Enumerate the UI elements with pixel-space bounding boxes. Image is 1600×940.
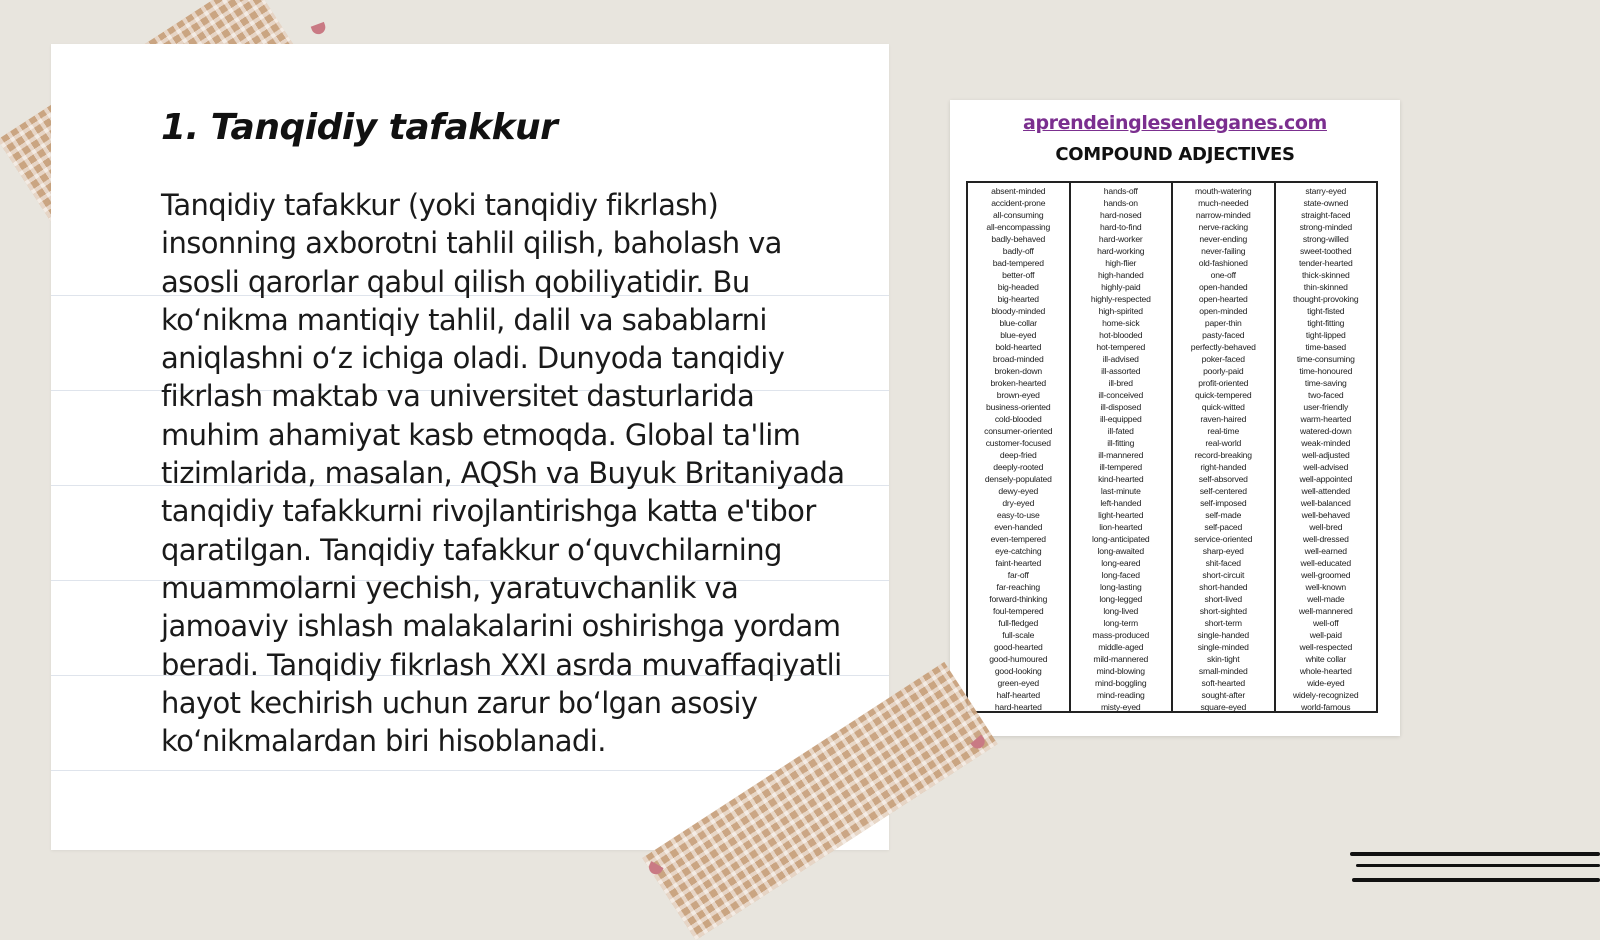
adjective-item: watered-down	[1299, 426, 1352, 436]
adjective-item: mind-reading	[1096, 690, 1145, 700]
adjective-item: paper-thin	[1204, 318, 1242, 328]
adjective-item: full-scale	[1002, 630, 1035, 640]
adjective-item: real-time	[1207, 426, 1240, 436]
adjective-item: ill-tempered	[1099, 462, 1142, 472]
adjective-item: hot-blooded	[1099, 330, 1143, 340]
adjectives-column	[1071, 183, 1174, 711]
decorative-stroke	[1350, 852, 1600, 856]
adjective-item: white collar	[1305, 654, 1347, 664]
adjective-item: soft-hearted	[1201, 678, 1245, 688]
adjective-item: bloody-minded	[991, 306, 1046, 316]
adjective-item: well-appointed	[1299, 474, 1353, 484]
adjective-item: highly-paid	[1101, 282, 1141, 292]
adjectives-table	[966, 181, 1378, 713]
adjective-item: single-handed	[1197, 630, 1249, 640]
adjective-item: time-consuming	[1296, 354, 1355, 364]
adjective-item: well-made	[1307, 594, 1345, 604]
adjective-item: long-legged	[1099, 594, 1143, 604]
adjective-item: well-advised	[1303, 462, 1349, 472]
adjective-item: faint-hearted	[995, 558, 1042, 568]
adjective-item: quick-witted	[1201, 402, 1245, 412]
adjective-item: well-educated	[1300, 558, 1351, 568]
adjective-item: time-saving	[1304, 378, 1347, 388]
adjective-item: self-absorved	[1198, 474, 1248, 484]
adjective-item: open-hearted	[1198, 294, 1248, 304]
adjective-item: badly-off	[1002, 246, 1034, 256]
card-title: COMPOUND ADJECTIVES	[1055, 144, 1295, 165]
adjective-item: cold-blooded	[994, 414, 1042, 424]
adjective-item: strong-willed	[1302, 234, 1349, 244]
adjective-item: well-mannered	[1298, 606, 1353, 616]
adjective-item: misty-eyed	[1100, 702, 1141, 711]
adjective-item: weak-minded	[1301, 438, 1351, 448]
adjective-item: absent-minded	[991, 186, 1046, 196]
adjective-item: ill-equipped	[1099, 414, 1142, 424]
adjective-item: raven-haired	[1200, 414, 1247, 424]
adjective-item: long-faced	[1101, 570, 1140, 580]
adjective-item: mind-blowing	[1096, 666, 1145, 676]
adjective-item: big-headed	[997, 282, 1039, 292]
adjective-item: straight-faced	[1301, 210, 1351, 220]
adjective-item: middle-aged	[1098, 642, 1144, 652]
adjective-item: high-handed	[1097, 270, 1144, 280]
decorative-stroke	[1356, 864, 1600, 867]
adjective-item: tender-hearted	[1298, 258, 1353, 268]
adjective-item: ill-fated	[1107, 426, 1134, 436]
adjective-item: service-oriented	[1194, 534, 1253, 544]
adjective-item: bad-tempered	[992, 258, 1044, 268]
adjective-item: world-famous	[1301, 702, 1351, 711]
adjective-item: sweet-toothed	[1300, 246, 1352, 256]
adjective-item: wide-eyed	[1307, 678, 1345, 688]
adjective-item: strong-minded	[1299, 222, 1352, 232]
adjective-item: long-eared	[1101, 558, 1141, 568]
adjective-item: badly-behaved	[991, 234, 1046, 244]
adjective-item: well-groomed	[1301, 570, 1351, 580]
adjective-item: two-faced	[1308, 390, 1344, 400]
adjective-item: real-world	[1205, 438, 1242, 448]
adjective-item: even-tempered	[990, 534, 1046, 544]
adjective-item: high-flier	[1105, 258, 1137, 268]
adjective-item: blue-eyed	[1000, 330, 1037, 340]
adjective-item: tight-lipped	[1305, 330, 1346, 340]
adjective-item: pasty-faced	[1202, 330, 1245, 340]
adjective-item: sharp-eyed	[1202, 546, 1244, 556]
adjective-item: one-off	[1210, 270, 1236, 280]
adjective-item: shit-faced	[1205, 558, 1241, 568]
adjective-item: tight-fitting	[1307, 318, 1345, 328]
adjective-item: state-owned	[1303, 198, 1349, 208]
adjective-item: whole-hearted	[1299, 666, 1352, 676]
adjective-item: last-minute	[1100, 486, 1141, 496]
adjective-item: well-bred	[1309, 522, 1343, 532]
adjective-item: self-centered	[1199, 486, 1247, 496]
adjective-item: brown-eyed	[996, 390, 1040, 400]
adjective-item: easy-to-use	[996, 510, 1040, 520]
paper-rule	[51, 770, 889, 771]
adjective-item: half-hearted	[996, 690, 1040, 700]
compound-adjectives-card	[950, 100, 1400, 736]
adjective-item: business-oriented	[986, 402, 1051, 412]
adjective-item: far-off	[1007, 570, 1029, 580]
adjective-item: single-minded	[1197, 642, 1249, 652]
adjectives-column	[968, 183, 1071, 711]
adjective-item: small-minded	[1198, 666, 1248, 676]
adjective-item: well-off	[1313, 618, 1339, 628]
adjective-item: skin-tight	[1207, 654, 1240, 664]
adjective-item: well-earned	[1304, 546, 1347, 556]
adjective-item: long-lived	[1103, 606, 1139, 616]
adjective-item: long-anticipated	[1092, 534, 1150, 544]
adjective-item: all-consuming	[993, 210, 1044, 220]
adjective-item: mouth-watering	[1195, 186, 1252, 196]
adjective-item: broken-down	[994, 366, 1042, 376]
adjective-item: well-known	[1305, 582, 1346, 592]
adjective-item: short-term	[1204, 618, 1242, 628]
adjective-item: hard-worker	[1098, 234, 1143, 244]
adjective-item: well-attended	[1301, 486, 1351, 496]
adjective-item: starry-eyed	[1305, 186, 1347, 196]
adjectives-column	[1173, 183, 1276, 711]
adjective-item: customer-focused	[985, 438, 1051, 448]
slide-paragraph: Tanqidiy tafakkur (yoki tanqidiy fikrlash) insonning axborotni tahlil qilish, baholash va asosli qarorlar qabul qilish qobiliyatidir. Bu ko‘nikma mantiqiy tahlil, dalil va sabablarni aniqlashni o‘z ichiga oladi. Dunyoda tanqidiy fikrlash maktab va universitet dasturlarida muhim ahamiyat kasb etmoqda. Global ta'lim tizimlarida, masalan, AQSh va Buyuk Britaniyada tanqidiy tafakkurni rivojlantirishga katta e'tibor qaratilgan. Tanqidiy tafakkur o‘quvchilarning muammolarni yechish, yaratuvchanlik va jamoaviy ishlash malakalarini oshirishga yordam beradi. Tanqidiy fikrlash XXI asrda muvaffaqiyatli hayot kechirish uchun zarur bo‘lgan asosiy ko‘nikmalardan biri hisoblanadi.	[161, 188, 845, 759]
adjective-item: well-respected	[1299, 642, 1353, 652]
adjective-item: lion-hearted	[1099, 522, 1143, 532]
adjective-item: green-eyed	[997, 678, 1039, 688]
adjective-item: well-behaved	[1301, 510, 1350, 520]
adjective-item: self-imposed	[1200, 498, 1247, 508]
adjective-item: profit-oriented	[1198, 378, 1249, 388]
adjective-item: full-fledged	[998, 618, 1039, 628]
adjective-item: ill-disposed	[1100, 402, 1142, 412]
adjective-item: warm-hearted	[1300, 414, 1352, 424]
adjective-item: thought-provoking	[1293, 294, 1359, 304]
adjective-item: well-dressed	[1302, 534, 1349, 544]
adjective-item: never-ending	[1199, 234, 1248, 244]
adjective-item: left-handed	[1100, 498, 1142, 508]
adjective-item: good-humoured	[989, 654, 1048, 664]
adjective-item: home-sick	[1102, 318, 1140, 328]
adjective-item: foul-tempered	[993, 606, 1044, 616]
adjective-item: broken-hearted	[990, 378, 1046, 388]
website-link[interactable]: aprendeinglesenleganes.com	[1023, 112, 1327, 134]
adjective-item: short-circuit	[1202, 570, 1245, 580]
adjective-item: self-paced	[1204, 522, 1243, 532]
adjective-item: mass-produced	[1092, 630, 1150, 640]
adjective-item: ill-assorted	[1101, 366, 1141, 376]
adjective-item: nerve-racking	[1198, 222, 1248, 232]
adjective-item: highly-respected	[1090, 294, 1151, 304]
adjective-item: short-lived	[1204, 594, 1242, 604]
adjective-item: hard-to-find	[1099, 222, 1142, 232]
adjective-item: widely-recognized	[1293, 690, 1359, 700]
adjective-item: long-term	[1103, 618, 1138, 628]
adjective-item: time-honoured	[1299, 366, 1353, 376]
adjective-item: ill-advised	[1102, 354, 1139, 364]
adjective-item: quick-tempered	[1195, 390, 1252, 400]
adjective-item: much-needed	[1198, 198, 1249, 208]
adjective-item: short-handed	[1199, 582, 1248, 592]
adjective-item: open-minded	[1199, 306, 1248, 316]
adjective-item: user-friendly	[1303, 402, 1349, 412]
adjective-item: ill-bred	[1108, 378, 1133, 388]
decorative-stroke	[1352, 878, 1600, 882]
adjective-item: poorly-paid	[1203, 366, 1244, 376]
adjective-item: time-based	[1305, 342, 1346, 352]
adjective-item: kind-hearted	[1098, 474, 1144, 484]
adjective-item: all-encompassing	[986, 222, 1051, 232]
adjective-item: good-hearted	[993, 642, 1043, 652]
adjective-item: ill-mannered	[1098, 450, 1144, 460]
adjective-item: accident-prone	[991, 198, 1046, 208]
adjective-item: hot-tempered	[1096, 342, 1146, 352]
adjective-item: right-handed	[1200, 462, 1247, 472]
adjective-item: far-reaching	[996, 582, 1040, 592]
adjective-item: hard-nosed	[1100, 210, 1142, 220]
adjective-item: mild-mannered	[1093, 654, 1149, 664]
adjective-item: mind-boggling	[1095, 678, 1147, 688]
adjective-item: consumer-oriented	[984, 426, 1053, 436]
adjective-item: big-hearted	[997, 294, 1039, 304]
adjective-item: well-paid	[1309, 630, 1342, 640]
adjective-item: long-lasting	[1099, 582, 1142, 592]
adjective-item: sought-after	[1201, 690, 1245, 700]
notebook-paper	[51, 44, 889, 850]
adjective-item: ill-conceived	[1098, 390, 1144, 400]
adjective-item: self-made	[1205, 510, 1242, 520]
adjective-item: broad-minded	[992, 354, 1044, 364]
adjective-item: narrow-minded	[1195, 210, 1251, 220]
adjective-item: light-hearted	[1098, 510, 1144, 520]
adjective-item: dewy-eyed	[998, 486, 1039, 496]
adjective-item: perfectly-behaved	[1190, 342, 1256, 352]
adjective-item: hands-on	[1103, 198, 1138, 208]
adjective-item: open-handed	[1199, 282, 1248, 292]
adjective-item: never-failing	[1201, 246, 1246, 256]
tape-pin-top	[311, 22, 328, 36]
adjective-item: even-handed	[994, 522, 1043, 532]
adjective-item: deep-fried	[999, 450, 1037, 460]
adjective-item: bold-hearted	[995, 342, 1042, 352]
adjective-item: dry-eyed	[1002, 498, 1035, 508]
adjective-item: well-adjusted	[1301, 450, 1350, 460]
adjective-item: better-off	[1002, 270, 1035, 280]
slide-title: 1. Tanqidiy tafakkur	[161, 107, 558, 148]
adjective-item: deeply-rooted	[993, 462, 1044, 472]
adjective-item: square-eyed	[1200, 702, 1247, 711]
adjectives-column	[1276, 183, 1377, 711]
adjective-item: hands-off	[1103, 186, 1138, 196]
adjective-item: poker-faced	[1201, 354, 1245, 364]
adjective-item: short-sighted	[1199, 606, 1247, 616]
adjective-item: ill-fitting	[1107, 438, 1135, 448]
adjective-item: hard-working	[1097, 246, 1145, 256]
adjective-item: hard-hearted	[994, 702, 1042, 711]
adjective-item: well-balanced	[1300, 498, 1351, 508]
adjective-item: blue-collar	[999, 318, 1037, 328]
adjective-item: forward-thinking	[989, 594, 1048, 604]
adjective-item: record-breaking	[1194, 450, 1252, 460]
adjective-item: tight-fisted	[1307, 306, 1345, 316]
adjective-item: eye-catching	[995, 546, 1042, 556]
adjective-item: long-awaited	[1097, 546, 1144, 556]
adjective-item: thick-skinned	[1301, 270, 1350, 280]
adjective-item: old-fashioned	[1198, 258, 1248, 268]
adjective-item: good-looking	[994, 666, 1042, 676]
adjective-item: thin-skinned	[1303, 282, 1348, 292]
adjective-item: high-spirited	[1098, 306, 1143, 316]
adjective-item: densely-populated	[984, 474, 1052, 484]
